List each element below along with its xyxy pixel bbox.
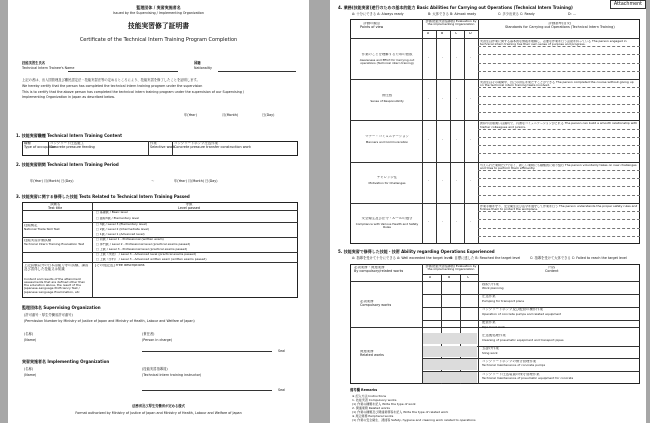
test-name-jp: 技能検定 [24,224,38,227]
test-row-divider [22,222,298,223]
ops-item-jp: 圧送作業 [482,295,496,299]
standard-rule [478,170,640,171]
legend5-c: C: 指導を受けて大体できる C: Failed to reach the target level [530,256,627,260]
ability-grade-cell[interactable]: · [428,139,430,142]
ability-row-divider [350,120,640,121]
ability-row-divider [350,203,640,204]
standard-rule [478,195,640,196]
nationality-label-en: Nationality [194,66,212,70]
ability-standard-text: 実習生はその期間中、自己の責任を果たすことができる The person completed the course without giving up on the technical intern training tasks involved. [480,81,634,88]
test-level-option[interactable]: □ 上級 / Level 3 - Professional level (practical exams passed) [96,248,188,251]
free-description[interactable]: [その他記述] Free descriptions [95,264,145,267]
test-level-option[interactable]: □ 上級（学科） / Level 3 - Advanced written exam (written exams passed) [96,258,207,261]
ability-grade-cell[interactable]: · [456,56,458,60]
job-category-label: 職種 Type of occupation [24,142,56,149]
statement-en-2: Implementing Organization in Japan as described below. [22,95,115,99]
standard-rule [478,104,640,105]
remark-line: ※ 記入方法 Instructions [352,394,387,398]
ability-grade-cell[interactable]: · [470,139,472,142]
implementing-header: 実習実施者名 Implementing Organization [22,359,110,364]
supervisor-name-jp: (名称) [24,332,34,336]
ability-grade-cell[interactable]: · [442,56,444,60]
implementing-seal: Seal [278,388,286,392]
ability-grade-cell[interactable]: · [456,221,458,225]
ops-shaded-cell [423,333,477,344]
ability-item-en: Awareness and Effort for Carrying out operations (Technical intern training) [359,58,415,65]
nationality-line[interactable] [218,71,296,72]
test-level-option[interactable]: □ 上級（実技） / Level 3 - Advanced level (practical exams passed) [96,253,197,256]
statement-jp-1: 上記の者は、出入国管理及び難民認定法・技能実習法等の定めるところにより、技能実習を修了したことを証明します。 [22,78,200,82]
attachment-tag: Attachment [610,0,646,9]
trainee-name-line[interactable] [68,71,178,72]
supervisor-person-en: (Person in charge) [142,338,173,342]
page-title-jp: 技能実習修了証明書 [127,22,190,30]
standard-rule [478,71,640,72]
footer-en: Format authorized by Ministry of Justice of Japan and Ministry of Health, Labour and Welfare of Japan [75,411,242,415]
ops-item-jp: コンクリート圧送装置の保守管理作業 [482,372,540,376]
standard-rule [478,54,640,55]
ops-item-jp: 圧送後処理作業 [482,334,506,338]
ops-item-en: Sling work [482,351,498,355]
supervisor-person-jp: (責任者) [142,332,155,336]
section-1-heading: 1. 技能実習職種 Technical Intern Training Content [16,133,123,138]
ability-grade-cell[interactable]: · [470,180,472,184]
test-name-en: Technical Intern Training Evaluation Test [24,243,85,246]
remark-line: (1) 作業の種類及び関連業務等を記入 Write the type of related work [352,410,449,414]
test-level-option[interactable]: □ 2級 / Level 2 (Intermediate level) [96,228,150,231]
ops-item-en: Cleaning of pneumatic equipment and transport pipes [482,338,564,342]
ops-col-content: 内容 Content [545,266,559,273]
level-col-header: 等級 Level passed [178,203,201,210]
ops-grade-header-c: C [467,276,470,279]
ability-grade-cell[interactable]: · [442,97,444,101]
instructor-label-jp: (技能実習指導員) [142,367,168,371]
ability-grade-cell[interactable]: · [442,221,444,225]
standard-rule [478,145,640,146]
legend-c: C: 多少出来る C: Ready [498,12,535,16]
instructor-sign-line[interactable] [142,390,272,391]
ability-item-en: Compliance with Various Health and Safety Rules [355,223,419,230]
grade-header-c: C [455,32,458,35]
ability-grade-cell[interactable]: · [442,180,444,184]
standard-rule [478,178,640,179]
ops-grade-header-b: B [448,276,451,279]
japanese-test-label: 上記試験以外の日本語能力等の試験、講習及び習得した技能又は知識 [24,264,89,271]
certificate-page [8,0,309,423]
standard-rule [478,219,640,220]
statement-en-1: This is to certify that the above person has completed the technical intern training program under the supervision of our Supervising / [22,90,244,94]
ability-item-jp: チャレンジ性 [376,176,398,180]
remark-line: 2. 関連業務 Related works [352,406,390,410]
grade-col-line [450,30,451,244]
remarks-header: 備考欄 Remarks [350,388,378,392]
ability-grade-cell[interactable]: · [470,221,472,225]
ops-item-en: Technical maintenance of concrete pumps [482,364,546,368]
ability-grade-cell[interactable]: · [428,56,430,60]
ability-grade-cell[interactable]: · [428,221,430,225]
ops-item-en: Operation of concrete pumps and related equipment [482,312,562,316]
ops-col-eval: 評価(技能実習指導員) Evaluation by the implementing Organization [425,265,477,272]
ability-item-en: Manners and Communication [365,141,409,144]
issue-date-year[interactable]: 年(Year) [184,113,197,117]
nationality-label-jp: 国籍 [194,61,201,65]
standard-rule [478,186,640,187]
ops-shaded-cell [423,346,477,357]
test-level-option[interactable]: □ 基礎級 / Basic level [96,211,128,214]
test-level-option[interactable]: □ 随時3級 / Elementary level [96,217,139,220]
legend-d: D: ... [568,12,576,16]
section-5-heading: 5. 技能実習で修得した技能・技術 Ability regarding Operations Experienced [338,249,495,254]
test-level-option[interactable]: □ 初級 / Level 1 - Professional (written exam) [96,238,164,241]
ability-standard-text: 挨拶や言葉遣いは適切で、円滑なコミュニケーションがとれる The person can build a smooth relationship with his/her colleagues and juniors. [480,122,638,129]
remark-line: (1) 作業の種類を記入 Write the type of work [352,402,416,406]
ability-standard-text: 与えられた業務だけでなく、新しい業務にも積極的に取り組む The person voluntarily takes on new challenges and tries to perform them efficiently. [480,163,637,170]
ability-item-en: Sense of Responsibility [370,99,404,103]
test-col-header: 試験名 Test title [48,203,63,210]
legend-a: A: 十分にできる A: Always ready [352,12,404,16]
standard-rule [478,129,640,130]
period-from[interactable]: 年(Year) 月(Month) 日(Day) [30,179,74,183]
supervisor-name-en: (Name) [24,338,37,342]
ability-grade-cell[interactable]: · [428,180,430,184]
section-4-heading: 4. 業務(技能実習)遂行のための基本的能力 Basic Abilities for Carrying out Operations (Technical Intern Training) [338,5,573,10]
grade-header-b: B [441,32,444,35]
ops-grade-header-a: A [429,276,432,279]
ability-item-jp: マナー・コミュニケーション [365,135,409,138]
issue-date-day[interactable]: 日(Day) [262,113,275,117]
ops-item-jp: 段取り作業 [482,282,499,286]
job-category-value: コンクリート圧送施工 Concrete pressure feeding [50,142,95,149]
ops-item-jp: 配管作業 [482,321,496,325]
legend-b: B: 大体できる B: Almost ready [428,12,477,16]
test-name-jp: 技能実習評価試験 [24,239,52,242]
standard-rule [478,153,640,154]
related-label: 関連業務 Related works [360,350,384,357]
standard-rule [478,96,640,97]
ops-item-en: Pumping for transport place [482,299,525,303]
instructor-label-en: (Technical intern training instructor) [142,373,202,377]
ability-item-jp: 責任感 [381,93,393,97]
period-to[interactable]: 年(Year) 月(Month) 日(Day) [174,179,218,183]
ability-item-en: Motivation for Challenges [368,182,406,186]
ability-standard-text: 作業手順を守り、安全衛生及び法令を遵守して作業を行う The person understands the proper safety rules and follows them to protect the workplace. [480,204,638,211]
ops-item-en: Pipe head work [482,325,505,329]
ability-grade-cell[interactable]: · [470,56,472,60]
ops-row-divider [422,294,640,295]
implementing-name-jp: (名称) [24,367,34,371]
test-level-option[interactable]: □ 3級 / Level 3 (Elementary level) [96,223,148,226]
ability-standard-text: 実習生は作業に関する基本的な情報を理解し、必要な作業を行う意欲を持っている The person engaged in technical intern training has their own sense of purpose and progress. [480,40,627,47]
ability-item-jp: 作業のことを理解するための意欲 [361,52,413,56]
period-separator: ～ [151,179,155,183]
permission-label-jp: (許可番号・厚生労働省許可番号) [24,313,73,317]
ops-shaded-cell [423,372,477,383]
ability-grade-cell[interactable]: · [470,97,472,101]
ops-item-jp: 玉掛け作業 [482,347,499,350]
page-title-en: Certificate of the Technical Intern Training Program Completion [79,37,238,43]
ops-item-en: Work planning [482,287,504,290]
attachment-page [330,0,646,423]
trainee-name-label-en: Technical Intern Trainee's Name [22,66,75,70]
standard-rule [478,236,640,237]
ability-row-divider [350,162,640,163]
remark-line: ※ 周辺業務 Peripheral works [352,414,394,418]
test-name-en: National Trade Skill Test [24,228,60,231]
permission-label-en: (Permission Number by Ministry of Justice of Japan and Ministry of Health, Labour and Welfare of Japan) [24,319,195,323]
ops-col-category: 必須業務・関連業務 By compulsory/related works [354,266,404,273]
ability-col-standard: 評価基準(目安) Standards for Carrying out Operations (Technical Intern Training) [505,22,615,29]
ability-grade-cell[interactable]: · [428,97,430,101]
supervisor-sign-line[interactable] [142,351,272,352]
standard-rule [478,211,640,212]
ops-item-jp: コンクリートポンプの保守管理作業 [482,359,537,363]
supervisor-seal: Seal [278,349,286,353]
statement-jp-2: We hereby certify that the person has completed the technical intern training program under the supervision [22,84,203,88]
legend5-b: B: 目標に達した B: Reached the target level [450,256,521,260]
grade-header-d: D [469,32,472,35]
ops-row-divider [422,320,640,321]
job-work-value: コンクリートポンプ圧送作業 Concrete pressure transfer construction work [174,142,251,149]
trainee-name-label-jp: 技能実習生氏名 [22,61,46,65]
section-2-heading: 2. 技能実習期間 Technical Intern Training Period [16,162,119,167]
supervisor-header: 監理団体名 Supervising Organization [22,305,101,310]
ability-col-item: 評価の観点 Points of view [360,22,384,29]
ability-grade-cell[interactable]: · [456,97,458,101]
test-level-option[interactable]: □ 1級 / Level 1 (Advanced level) [96,233,145,236]
ability-row-divider [350,79,640,80]
issue-date-month[interactable]: 月(Month) [222,113,239,117]
ability-col-eval: 評価(技能実習指導員) Evaluation by the implementing Organization [425,20,477,27]
ability-grade-cell[interactable]: · [456,180,458,184]
supervising-org-jp: 監理団体 / 実習実施者名 [136,5,181,10]
remark-line: 1. 技能実習 Compulsory works [352,398,397,402]
section-3-heading: 3. 技能実習に関する修得した技能 Tests Related to Technical Intern Training Passed [16,194,190,199]
grade-header-a: A [427,32,430,35]
remark-line: (1) 作業の安全衛生、清掃等 Safety, hygiene and cleaning work related to operations [352,418,476,422]
ability-item-jp: 安全衛生及び法令・ルールの遵守 [361,217,413,221]
ability-grade-cell[interactable]: · [456,139,458,142]
compulsory-label: 必須業務 Compulsory works [360,300,392,307]
standard-rule [478,63,640,64]
ops-item-en: Technical maintenance of pneumatic equipment for concrete [482,377,574,381]
grade-col-line [436,30,437,244]
footer-jp: 法務省及び厚生労働省が定める様式 [132,404,185,408]
legend5-a: A: 指導を受けて十分にできる A: Well exceeded the target level [352,256,452,260]
standard-rule [478,228,640,229]
implementing-name-en: (Name) [24,373,37,377]
test-level-option[interactable]: □ 専門級 / Level 2 - Professional level (practical exams passed) [96,243,191,246]
job-work-label: 作業 Selective work [150,142,175,149]
ability-grade-cell[interactable]: · [442,139,444,142]
issued-by: Issued by the Supervising / Implementing Organization [113,11,204,15]
standard-rule [478,87,640,88]
japanese-test-desc: Content and results of the attainment assessments that are defined other than the education above, the result of the Japanese-Language Proficiency Test / Japanese Language Examination, etc [24,278,86,294]
ops-item-jp: コンクリートポンプ及び配管の操作作業 [482,308,543,312]
standard-rule [478,112,640,113]
standard-rule [478,46,640,47]
ops-shaded-cell [423,359,477,370]
grade-col-line [464,30,465,244]
standard-rule [478,137,640,138]
